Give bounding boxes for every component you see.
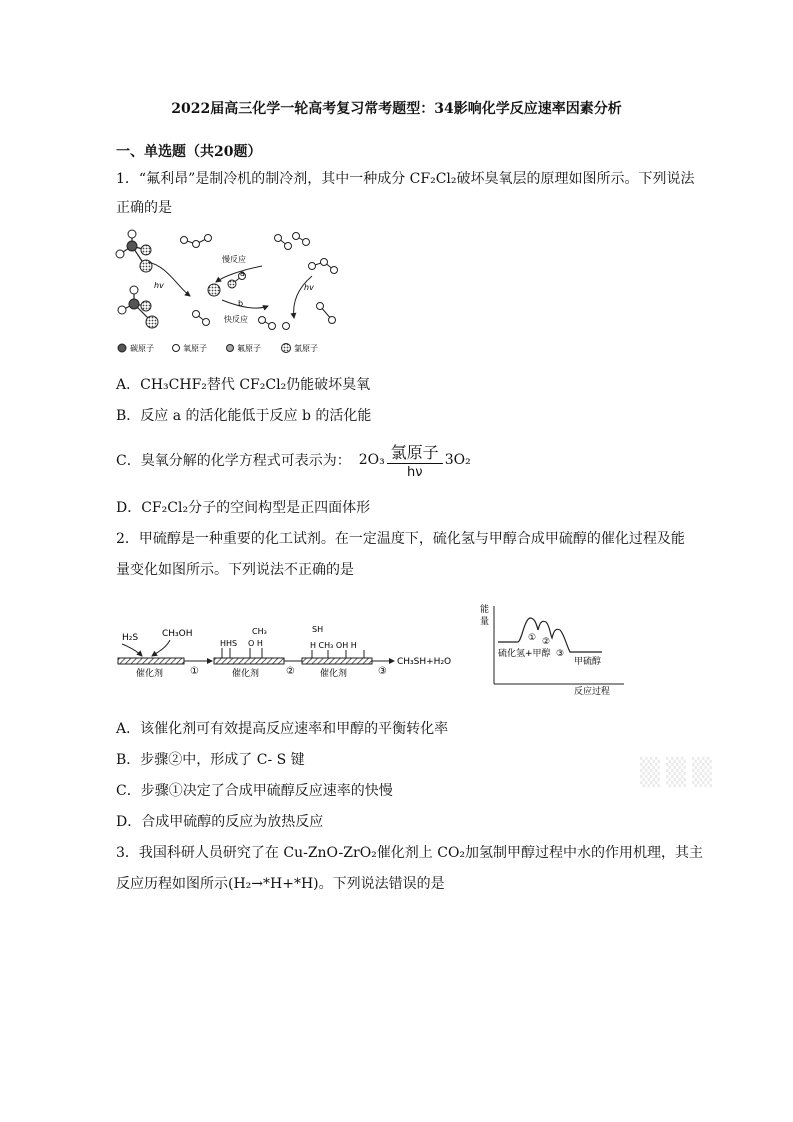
watermark-image: ▒▒▒ [640,758,718,788]
section-heading: 一、单选题（共20题） [116,144,262,160]
hv-label-1: hv [154,281,164,290]
energy-reactants: 硫化氢+甲醇 [498,649,551,659]
hv-label-2: hv [304,283,314,292]
h2s-label: H₂S [122,633,139,643]
q2-stem-line1: 2．甲硫醇是一种重要的化工试剂。在一定温度下，硫化氢与甲醇合成甲硫醇的催化过程及能 [116,531,685,547]
q1-option-d: D．CF₂Cl₂分子的空间构型是正四面体形 [116,500,371,516]
energy-axis-label-1: 能 [480,605,490,615]
q1-option-c-left: 2O₃ [358,452,385,468]
legend-fluorine: 氟原子 [237,344,261,353]
step-2: ② [286,666,295,677]
q1-ozone-diagram [112,226,362,358]
catalyst-2: 催化剂 [232,669,260,679]
q2-option-c: C．步骤①决定了合成甲硫醇反应速率的快慢 [116,783,393,799]
energy-product: 甲硫醇 [574,657,602,667]
q1-stem-line1: 1．“氟利昂”是制冷机的制冷剂，其中一种成分 CF₂Cl₂破坏臭氧层的原理如图所示。下列说法 [116,171,695,187]
step-3: ③ [378,666,387,677]
catalyst-3: 催化剂 [320,669,348,679]
slow-reaction-label: 慢反应 [222,255,246,264]
legend-oxygen: 氧原子 [183,344,207,353]
q1-option-c [116,436,471,484]
mid1-ch3: CH₃ [252,627,267,636]
ch3oh-label: CH₃OH [162,629,193,639]
q1-option-c-arrow [387,440,443,480]
energy-peak-2: ② [542,637,551,647]
reaction-b-label: b [238,299,244,308]
product-label: CH₃SH+H₂O [397,657,452,667]
mid2-row: H CH₃ OH H [310,641,357,650]
q1-option-c-light: hν [406,465,423,480]
mid1-hhs: HHS [220,639,238,648]
energy-x-axis-label: 反应过程 [574,687,611,696]
q1-option-c-catalyst: 氯原子 [387,440,443,464]
q2-option-d: D．合成甲硫醇的反应为放热反应 [116,814,324,830]
q2-energy-diagram [478,600,628,696]
energy-peak-1: ① [528,633,537,643]
q2-catalysis-diagram [112,620,452,680]
fast-reaction-label: 快反应 [224,315,248,324]
q1-option-a: A．CH₃CHF₂替代 CF₂Cl₂仍能破坏臭氧 [116,377,371,393]
catalyst-1: 催化剂 [136,669,164,679]
mid1-oh: O H [248,639,263,648]
legend-carbon: 碳原子 [130,344,154,353]
page-title: 2022届高三化学一轮高考复习常考题型：34影响化学反应速率因素分析 [171,101,622,117]
step-1: ① [190,666,199,677]
mid2-sh: SH [312,625,324,634]
q1-option-c-prefix: C．臭氧分解的化学方程式可表示为： [116,453,351,469]
energy-peak-3: ③ [556,649,565,659]
legend-chlorine: 氯原子 [294,344,318,353]
energy-axis-label-2: 量 [480,617,490,627]
reaction-a-label: a [240,269,245,278]
q2-option-b: B．步骤②中，形成了 C- S 键 [116,752,305,768]
q3-stem-line1: 3．我国科研人员研究了在 Cu-ZnO-ZrO₂催化剂上 CO₂加氢制甲醇过程中水的作用机理，其主 [116,845,704,861]
q3-stem-line2: 反应历程如图所示(H₂→*H+*H)。下列说法错误的是 [116,876,445,892]
q1-stem-line2: 正确的是 [116,200,172,216]
q2-option-a: A．该催化剂可有效提高反应速率和甲醇的平衡转化率 [116,721,449,737]
q1-option-b: B．反应 a 的活化能低于反应 b 的活化能 [116,408,372,424]
q1-option-c-right: 3O₂ [444,452,471,468]
q2-stem-line2: 量变化如图所示。下列说法不正确的是 [116,562,354,578]
